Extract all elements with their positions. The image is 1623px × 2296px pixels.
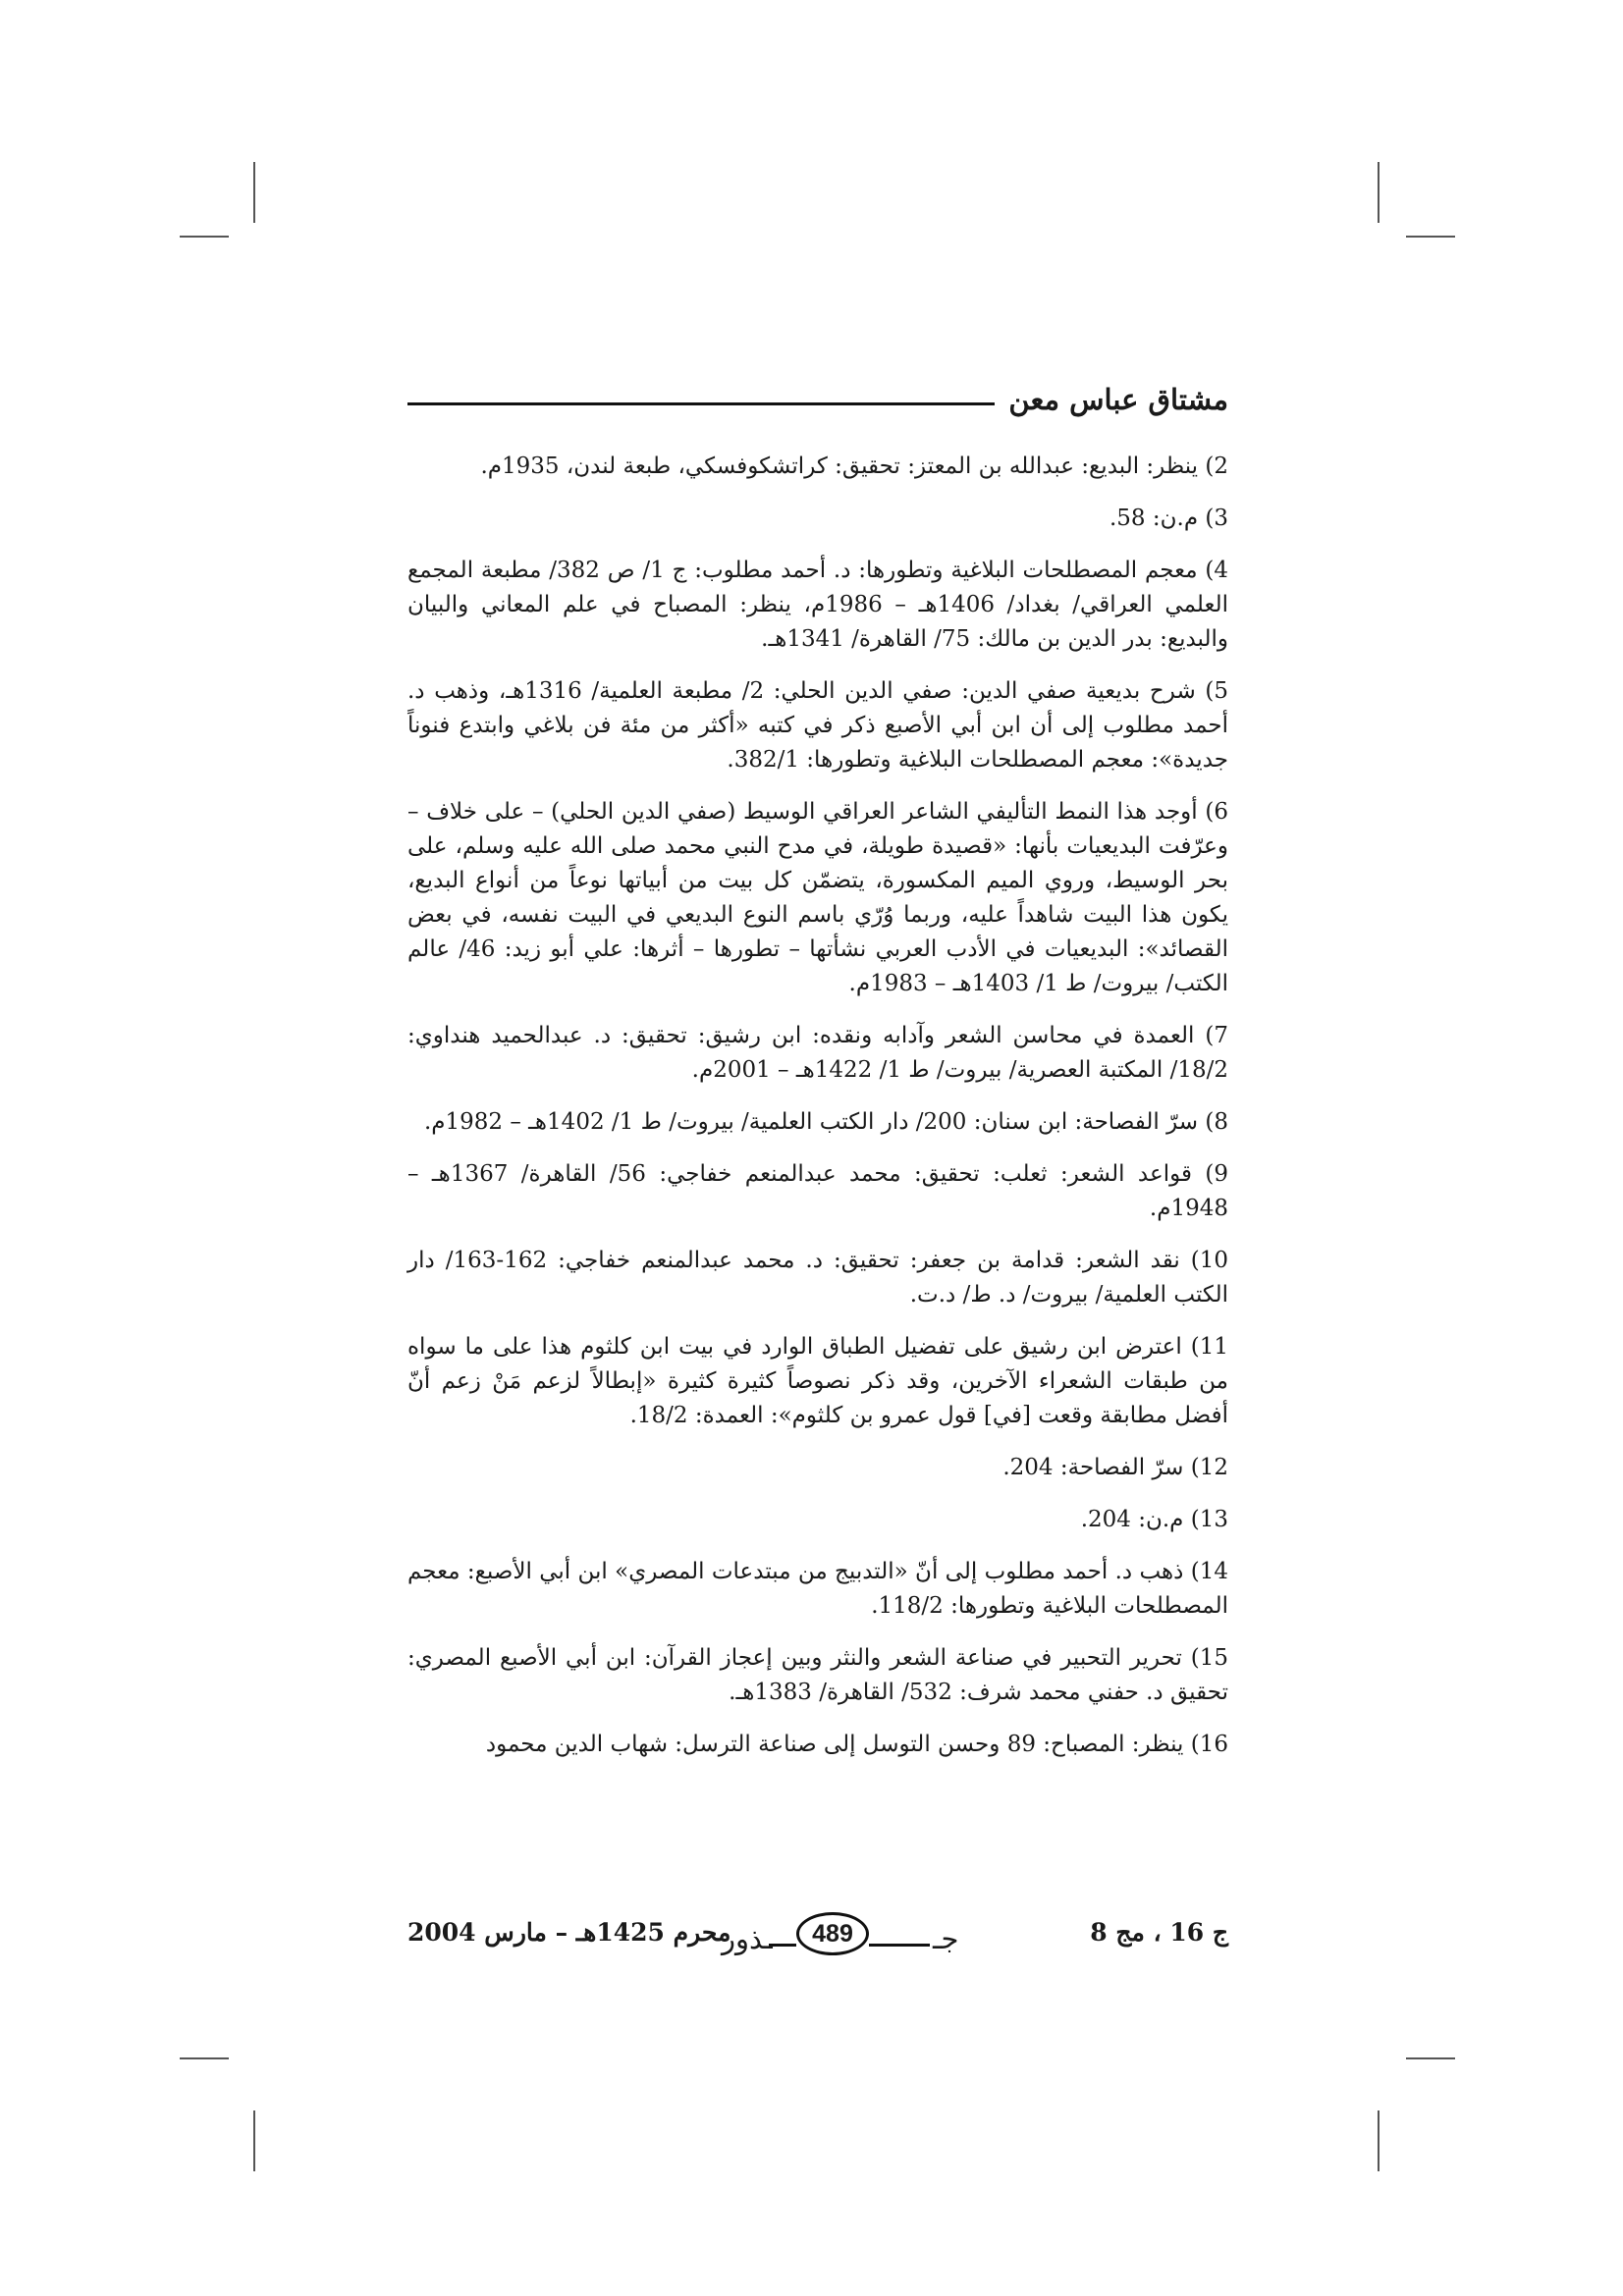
endnote: 4) معجم المصطلحات البلاغية وتطورها: د. أحمد مطلوب: ج 1/ ص 382/ مطبعة المجمع العلمي العراقي/ بغداد/ 1406هـ – 1986م، ينظر: المصباح في علم المعاني والبيان والبديع: بدر الدين بن مالك: 75/ القاهرة/ 1341هـ. (407, 558, 1229, 652)
journal-name-end: ـذور (722, 1922, 773, 1955)
endnote: 14) ذهب د. أحمد مطلوب إلى أنّ «التدبيج من مبتدعات المصري» ابن أبي الأصبع: معجم المصطلحات البلاغية وتطورها: 118/2. (407, 1559, 1228, 1619)
crop-mark (1406, 2057, 1455, 2059)
endnote: 15) تحرير التحبير في صناعة الشعر والنثر وبين إعجاز القرآن: ابن أبي الأصبع المصري: تحقيق د. حفني محمد شرف: 532/ القاهرة/ 1383هـ. (407, 1645, 1228, 1705)
author-name: مشتاق عباس معن (1008, 383, 1228, 416)
endnote: 12) سرّ الفصاحة: 204. (1002, 1455, 1228, 1480)
page-number: 489 (796, 1912, 869, 1955)
endnote: 5) شرح بديعية صفي الدين: صفي الدين الحلي: 2/ مطبعة العلمية/ 1316هـ، وذهب د. أحمد مطلوب إلى أن ابن أبي الأصبع ذكر في كتبه «أكثر من مئة فن بلاغي وابتدع فنوناً جديدة»: معجم المصطلحات البلاغية وتطورها: 382/1. (407, 678, 1228, 773)
page-footer (407, 1906, 1228, 1965)
issue-date: محرم 1425هـ – مارس 2004 (407, 1918, 731, 1947)
header-rule (407, 402, 995, 405)
endnotes (407, 450, 1228, 1780)
crop-mark (180, 236, 229, 238)
endnote: 10) نقد الشعر: قدامة بن جعفر: تحقيق: د. محمد عبدالمنعم خفاجي: 162-163/ دار الكتب العلمية/ بيروت/ د. ط/ د.ت. (407, 1248, 1228, 1308)
journal-name-start: جـ (933, 1922, 959, 1955)
endnote: 9) قواعد الشعر: ثعلب: تحقيق: محمد عبدالمنعم خفاجي: 56/ القاهرة/ 1367هـ – 1948م. (407, 1161, 1229, 1221)
endnote: 16) ينظر: المصباح: 89 وحسن التوسل إلى صناعة الترسل: شهاب الدين محمود (485, 1732, 1228, 1757)
crop-mark (1378, 2110, 1380, 2171)
journal-logo (722, 1906, 997, 1965)
endnote: 11) اعترض ابن رشيق على تفضيل الطباق الوارد في بيت ابن كلثوم هذا على ما سواه من طبقات الشعراء الآخرين، وقد ذكر نصوصاً كثيرة كثيرة «إبطالاً لزعم مَنْ زعم أنّ أفضل مطابقة وقعت [في] قول عمرو بن كلثوم»: العمدة: 18/2. (407, 1334, 1228, 1428)
endnote: 7) العمدة في محاسن الشعر وآدابه ونقده: ابن رشيق: تحقيق: د. عبدالحميد هنداوي: 18/2/ المكتبة العصرية/ بيروت/ ط 1/ 1422هـ – 2001م. (407, 1023, 1228, 1083)
endnote: 13) م.ن: 204. (1080, 1507, 1228, 1532)
endnote: 3) م.ن: 58. (1109, 506, 1228, 531)
running-header (407, 375, 1228, 424)
volume-label: ج 16 ، مج 8 (1090, 1918, 1228, 1947)
crop-mark (1378, 162, 1380, 223)
crop-mark (253, 162, 255, 223)
crop-mark (253, 2110, 255, 2171)
endnote: 6) أوجد هذا النمط التأليفي الشاعر العراقي الوسيط (صفي الدين الحلي) – على خلاف – وعرّفت البديعيات بأنها: «قصيدة طويلة، في مدح النبي محمد صلى الله عليه وسلم، على بحر الوسيط، وروي الميم المكسورة، يتضمّن كل بيت من أبياتها نوعاً من أنواع البديع، يكون هذا البيت شاهداً عليه، وربما وُرّي باسم النوع البديعي في البيت نفسه، في بعض القصائد»: البديعيات في الأدب العربي نشأتها – تطورها – أثرها: علي أبو زيد: 46/ عالم الكتب/ بيروت/ ط 1/ 1403هـ – 1983م. (407, 799, 1228, 996)
endnote: 8) سرّ الفصاحة: ابن سنان: 200/ دار الكتب العلمية/ بيروت/ ط 1/ 1402هـ – 1982م. (423, 1109, 1228, 1135)
journal-rule (869, 1944, 930, 1947)
endnote: 2) ينظر: البديع: عبدالله بن المعتز: تحقيق: كراتشكوفسكي، طبعة لندن، 1935م. (480, 454, 1228, 479)
crop-mark (180, 2057, 229, 2059)
crop-mark (1406, 236, 1455, 238)
journal-rule (769, 1944, 796, 1947)
